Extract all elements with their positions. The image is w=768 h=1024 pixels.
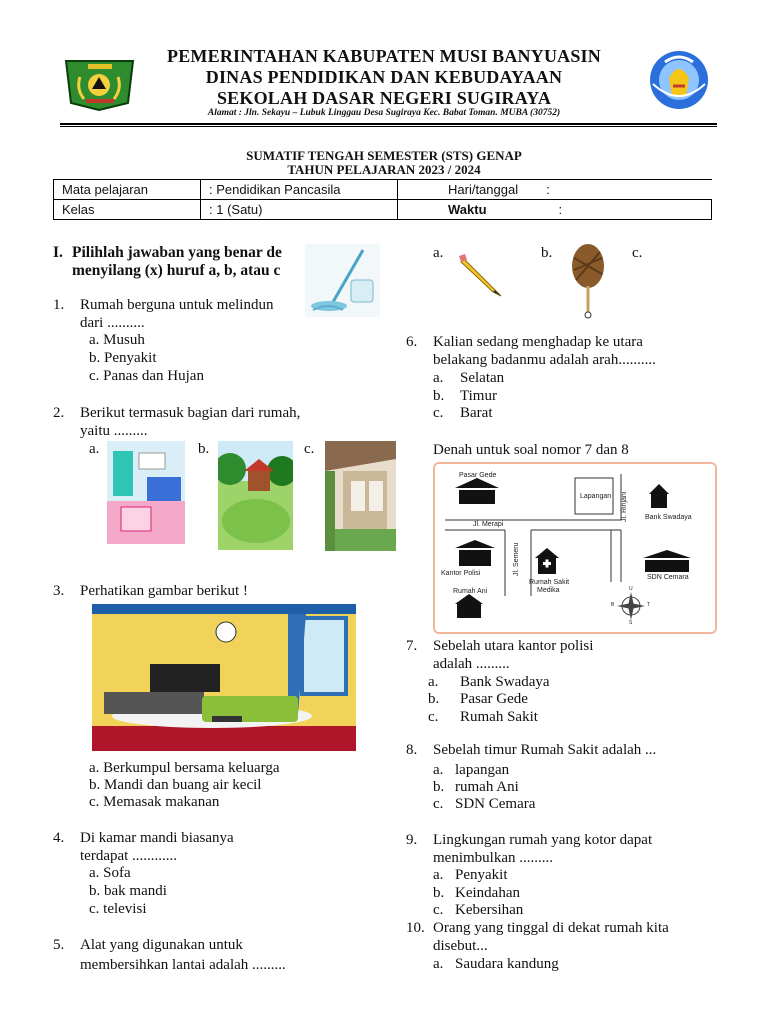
q9-option-c-letter[interactable]: c.	[433, 902, 444, 918]
living-room-image	[92, 604, 356, 751]
header-school: SEKOLAH DASAR NEGERI SUGIRAYA	[216, 88, 552, 108]
q1-number: 1.	[53, 297, 65, 313]
compass-b: B	[611, 602, 615, 608]
q8-option-b-letter[interactable]: b.	[433, 779, 445, 795]
q2-text-2: yaitu .........	[80, 423, 148, 439]
q1-option-b[interactable]: b. Penyakit	[89, 350, 157, 366]
q7-option-c-letter[interactable]: c.	[428, 709, 439, 725]
q7-option-a[interactable]: Bank Swadaya	[460, 674, 550, 690]
village-map	[433, 462, 717, 634]
q7-option-b[interactable]: Pasar Gede	[460, 691, 528, 707]
subject-label: Mata pelajaran	[54, 180, 201, 200]
section-number: I.	[53, 244, 63, 261]
q7-option-b-letter[interactable]: b.	[428, 691, 440, 707]
q4-number: 4.	[53, 830, 65, 846]
q4-text-1: Di kamar mandi biasanya	[80, 830, 234, 846]
q8-option-a[interactable]: lapangan	[455, 762, 510, 778]
exam-year: TAHUN PELAJARAN 2023 / 2024	[287, 162, 481, 177]
map-label-polisi: Kantor Polisi	[441, 570, 481, 577]
q3-number: 3.	[53, 583, 65, 599]
q7-option-a-letter[interactable]: a.	[428, 674, 439, 690]
q10-text-1: Orang yang tinggal di dekat rumah kita	[433, 920, 669, 936]
q7-number: 7.	[406, 638, 418, 654]
q3-option-a[interactable]: a. Berkumpul bersama keluarga	[89, 760, 280, 776]
q7-text-1: Sebelah utara kantor polisi	[433, 638, 594, 654]
map-caption: Denah untuk soal nomor 7 dan 8	[433, 442, 629, 458]
kitchen-image	[107, 441, 185, 544]
q9-option-a[interactable]: Penyakit	[455, 867, 508, 883]
q8-number: 8.	[406, 742, 418, 758]
map-label-rs-1: Rumah Sakit	[529, 579, 570, 586]
q9-number: 9.	[406, 832, 418, 848]
q9-option-a-letter[interactable]: a.	[433, 867, 444, 883]
date-value: :	[546, 182, 550, 197]
time-label: Waktu	[448, 202, 487, 217]
q9-option-b[interactable]: Keindahan	[455, 885, 520, 901]
q2-option-b-label[interactable]: b.	[198, 441, 210, 457]
q6-option-c[interactable]: Barat	[460, 405, 493, 421]
subject-value: : Pendidikan Pancasila	[201, 180, 398, 200]
q4-text-2: terdapat ............	[80, 848, 178, 864]
pencil-icon	[455, 252, 505, 298]
q10-number: 10.	[406, 920, 425, 936]
header-rule-thin	[60, 126, 717, 127]
q1-text-2: dari ..........	[80, 315, 145, 331]
q8-option-c[interactable]: SDN Cemara	[455, 796, 536, 812]
q5-option-c-label[interactable]: c.	[632, 245, 643, 261]
date-label-cell	[398, 180, 712, 200]
q10-text-2: disebut...	[433, 938, 488, 954]
q5-option-b-label[interactable]: b.	[541, 245, 553, 261]
compass-t: T	[647, 602, 651, 608]
q3-text: Perhatikan gambar berikut !	[80, 583, 248, 599]
exam-title: SUMATIF TENGAH SEMESTER (STS) GENAP	[246, 148, 522, 163]
q6-text-2: belakang badanmu adalah arah..........	[433, 352, 656, 368]
mop-bucket-image	[305, 244, 380, 317]
garden-image	[218, 441, 293, 550]
time-value: :	[558, 202, 563, 217]
compass-s: S	[629, 620, 633, 626]
q8-option-c-letter[interactable]: c.	[433, 796, 444, 812]
map-label-lapangan: Lapangan	[580, 493, 612, 500]
q7-option-c[interactable]: Rumah Sakit	[460, 709, 538, 725]
q6-number: 6.	[406, 334, 418, 350]
q4-option-c[interactable]: c. televisi	[89, 901, 147, 917]
header-department: DINAS PENDIDIKAN DAN KEBUDAYAAN	[205, 67, 563, 87]
q9-option-c[interactable]: Kebersihan	[455, 902, 524, 918]
q7-text-2: adalah .........	[433, 656, 510, 672]
map-label-pasar: Pasar Gede	[459, 472, 497, 479]
q5-option-a-label[interactable]: a.	[433, 245, 444, 261]
q3-option-b[interactable]: b. Mandi dan buang air kecil	[89, 777, 262, 793]
q8-option-a-letter[interactable]: a.	[433, 762, 444, 778]
q2-option-a-label[interactable]: a.	[89, 441, 100, 457]
section-instruction-1: Pilihlah jawaban yang benar de	[72, 244, 282, 261]
q6-option-a-letter[interactable]: a.	[433, 370, 444, 386]
q6-text-1: Kalian sedang menghadap ke utara	[433, 334, 643, 350]
header-rule	[60, 123, 717, 125]
q5-text-2: membersihkan lantai adalah .........	[80, 957, 286, 973]
q2-number: 2.	[53, 405, 65, 421]
q5-text-1: Alat yang digunakan untuk	[80, 937, 243, 953]
q8-option-b[interactable]: rumah Ani	[455, 779, 519, 795]
q10-option-a[interactable]: Saudara kandung	[455, 956, 559, 972]
map-label-merapi: Jl. Merapi	[473, 521, 504, 528]
class-label: Kelas	[54, 200, 201, 220]
q5-number: 5.	[53, 937, 65, 953]
q1-option-a[interactable]: a. Musuh	[89, 332, 145, 348]
map-label-semeru: Jl. Semeru	[513, 542, 520, 576]
q6-option-b-letter[interactable]: b.	[433, 388, 445, 404]
terrace-image	[325, 441, 396, 551]
compass-u: U	[629, 586, 633, 592]
time-label-cell	[398, 200, 712, 220]
q9-option-b-letter[interactable]: b.	[433, 885, 445, 901]
q2-text-1: Berikut termasuk bagian dari rumah,	[80, 405, 301, 421]
map-label-ani: Rumah Ani	[453, 588, 488, 595]
feather-duster-icon	[566, 244, 610, 320]
q8-text: Sebelah timur Rumah Sakit adalah ...	[433, 742, 657, 758]
q2-option-c-label[interactable]: c.	[304, 441, 315, 457]
q9-text-2: menimbulkan .........	[433, 850, 553, 866]
q1-text-1: Rumah berguna untuk melindun	[80, 297, 274, 313]
q6-option-a[interactable]: Selatan	[460, 370, 505, 386]
date-label: Hari/tanggal	[448, 182, 519, 197]
q1-option-c[interactable]: c. Panas dan Hujan	[89, 368, 204, 384]
section-instruction-2: menyilang (x) huruf a, b, atau c	[72, 262, 281, 279]
map-label-sdn: SDN Cemara	[647, 574, 689, 581]
map-label-rs-2: Medika	[537, 587, 560, 594]
q4-option-a[interactable]: a. Sofa	[89, 865, 131, 881]
class-value: : 1 (Satu)	[201, 200, 398, 220]
header-address: Alamat : Jln. Sekayu – Lubuk Linggau Desa Sugiraya Kec. Babat Toman. MUBA (30752)	[207, 108, 561, 118]
q3-option-c[interactable]: c. Memasak makanan	[89, 794, 220, 810]
q9-text-1: Lingkungan rumah yang kotor dapat	[433, 832, 653, 848]
map-label-bank: Bank Swadaya	[645, 514, 692, 521]
map-roads	[435, 464, 715, 632]
q4-option-b[interactable]: b. bak mandi	[89, 883, 167, 899]
header-government: PEMERINTAHAN KABUPATEN MUSI BANYUASIN	[167, 46, 601, 66]
info-table	[53, 179, 712, 220]
map-label-rinjani: Jl. Rinjani	[621, 491, 628, 522]
q6-option-b[interactable]: Timur	[460, 388, 497, 404]
q6-option-c-letter[interactable]: c.	[433, 405, 444, 421]
q10-option-a-letter[interactable]: a.	[433, 956, 444, 972]
